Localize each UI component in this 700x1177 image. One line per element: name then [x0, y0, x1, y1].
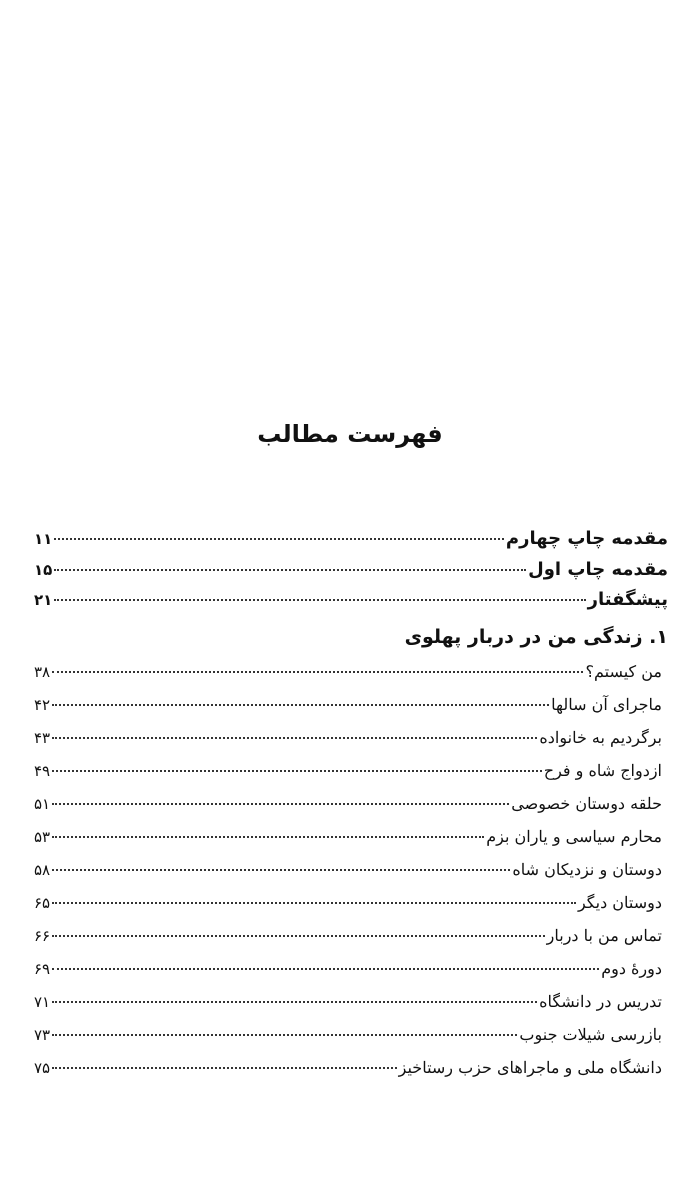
toc-entry[interactable] [34, 794, 662, 827]
toc-entry[interactable] [34, 589, 668, 620]
dot-leader [52, 1001, 537, 1003]
toc-entry-page: ۵۳ [34, 828, 51, 846]
toc-entry[interactable] [34, 959, 662, 992]
dot-leader [52, 803, 509, 805]
toc-entry-label: ماجرای آن سالها [551, 695, 662, 714]
toc-entry[interactable] [34, 1025, 662, 1058]
toc-entry-label: مقدمه چاپ چهارم [505, 528, 668, 549]
toc-entry-page: ۲۱ [34, 591, 53, 609]
dot-leader [52, 1067, 397, 1069]
toc-entry[interactable] [34, 761, 662, 794]
toc-entry[interactable] [34, 827, 662, 860]
toc-entry[interactable] [34, 893, 662, 926]
toc-entry-label: تماس من با دربار [546, 926, 662, 945]
toc-entry-page: ۵۱ [34, 795, 51, 813]
dot-leader [54, 599, 585, 601]
toc-entry-label: دوستان و نزدیکان شاه [512, 860, 662, 879]
toc-entry-label: ازدواج شاه و فرح [543, 761, 662, 780]
toc-entry-page: ۱۵ [34, 560, 53, 579]
toc-entry-page: ۵۸ [34, 861, 51, 879]
dot-leader [52, 704, 549, 706]
toc-entry-page: ۷۳ [34, 1026, 51, 1044]
toc-entry-page: ۶۶ [34, 927, 51, 945]
toc-entry-page: ۷۱ [34, 993, 51, 1011]
dot-leader [52, 770, 542, 772]
toc-entry-page: ۶۵ [34, 894, 51, 912]
toc-entry-page: ۱۱ [34, 530, 53, 548]
dot-leader [52, 968, 599, 970]
toc-entry[interactable] [34, 695, 662, 728]
dot-leader [52, 902, 576, 904]
toc-entry-page: ۳۸ [34, 663, 51, 681]
dot-leader [52, 671, 583, 673]
chapter-heading: ۱. زندگی من در دربار پهلوی [404, 626, 668, 648]
dot-leader [54, 538, 504, 540]
toc-entry-page: ۶۹ [34, 960, 51, 978]
dot-leader [52, 869, 510, 871]
page-title: فهرست مطالب [257, 420, 443, 448]
chapter-entries-list [34, 662, 662, 1091]
toc-entry-label: محارم سیاسی و یاران بزم [486, 827, 662, 846]
toc-entry-label: دوستان دیگر [577, 893, 662, 912]
dot-leader [54, 569, 526, 571]
toc-entry-page: ۴۹ [34, 762, 51, 780]
toc-entry[interactable] [34, 1058, 662, 1091]
toc-entry[interactable] [34, 728, 662, 761]
toc-entry-page: ۴۳ [34, 729, 51, 747]
toc-entry[interactable] [34, 662, 662, 695]
toc-entry-label: پیشگفتار [587, 589, 668, 610]
toc-entry[interactable] [34, 559, 668, 590]
dot-leader [52, 935, 545, 937]
dot-leader [52, 1034, 517, 1036]
toc-entry-label: من کیستم؟ [585, 662, 662, 681]
toc-entry[interactable] [34, 860, 662, 893]
dot-leader [52, 737, 537, 739]
toc-entry-label: بازرسی شیلات جنوب [519, 1025, 662, 1044]
toc-entry-label: مقدمه چاپ اول [528, 558, 668, 580]
toc-entry-label: حلقه دوستان خصوصی [511, 794, 662, 813]
toc-entry-label: دانشگاه ملی و ماجراهای حزب رستاخیز [398, 1058, 662, 1077]
toc-entry-page: ۷۵ [34, 1059, 51, 1077]
toc-entry-label: برگردیم به خانواده [539, 728, 662, 747]
toc-entry-label: دورهٔ دوم [601, 959, 662, 978]
front-matter-list [34, 528, 668, 620]
toc-entry[interactable] [34, 992, 662, 1025]
dot-leader [52, 836, 484, 838]
toc-entry-page: ۴۲ [34, 696, 51, 714]
toc-entry-label: تدریس در دانشگاه [539, 992, 662, 1011]
toc-entry[interactable] [34, 926, 662, 959]
toc-entry[interactable] [34, 528, 668, 559]
